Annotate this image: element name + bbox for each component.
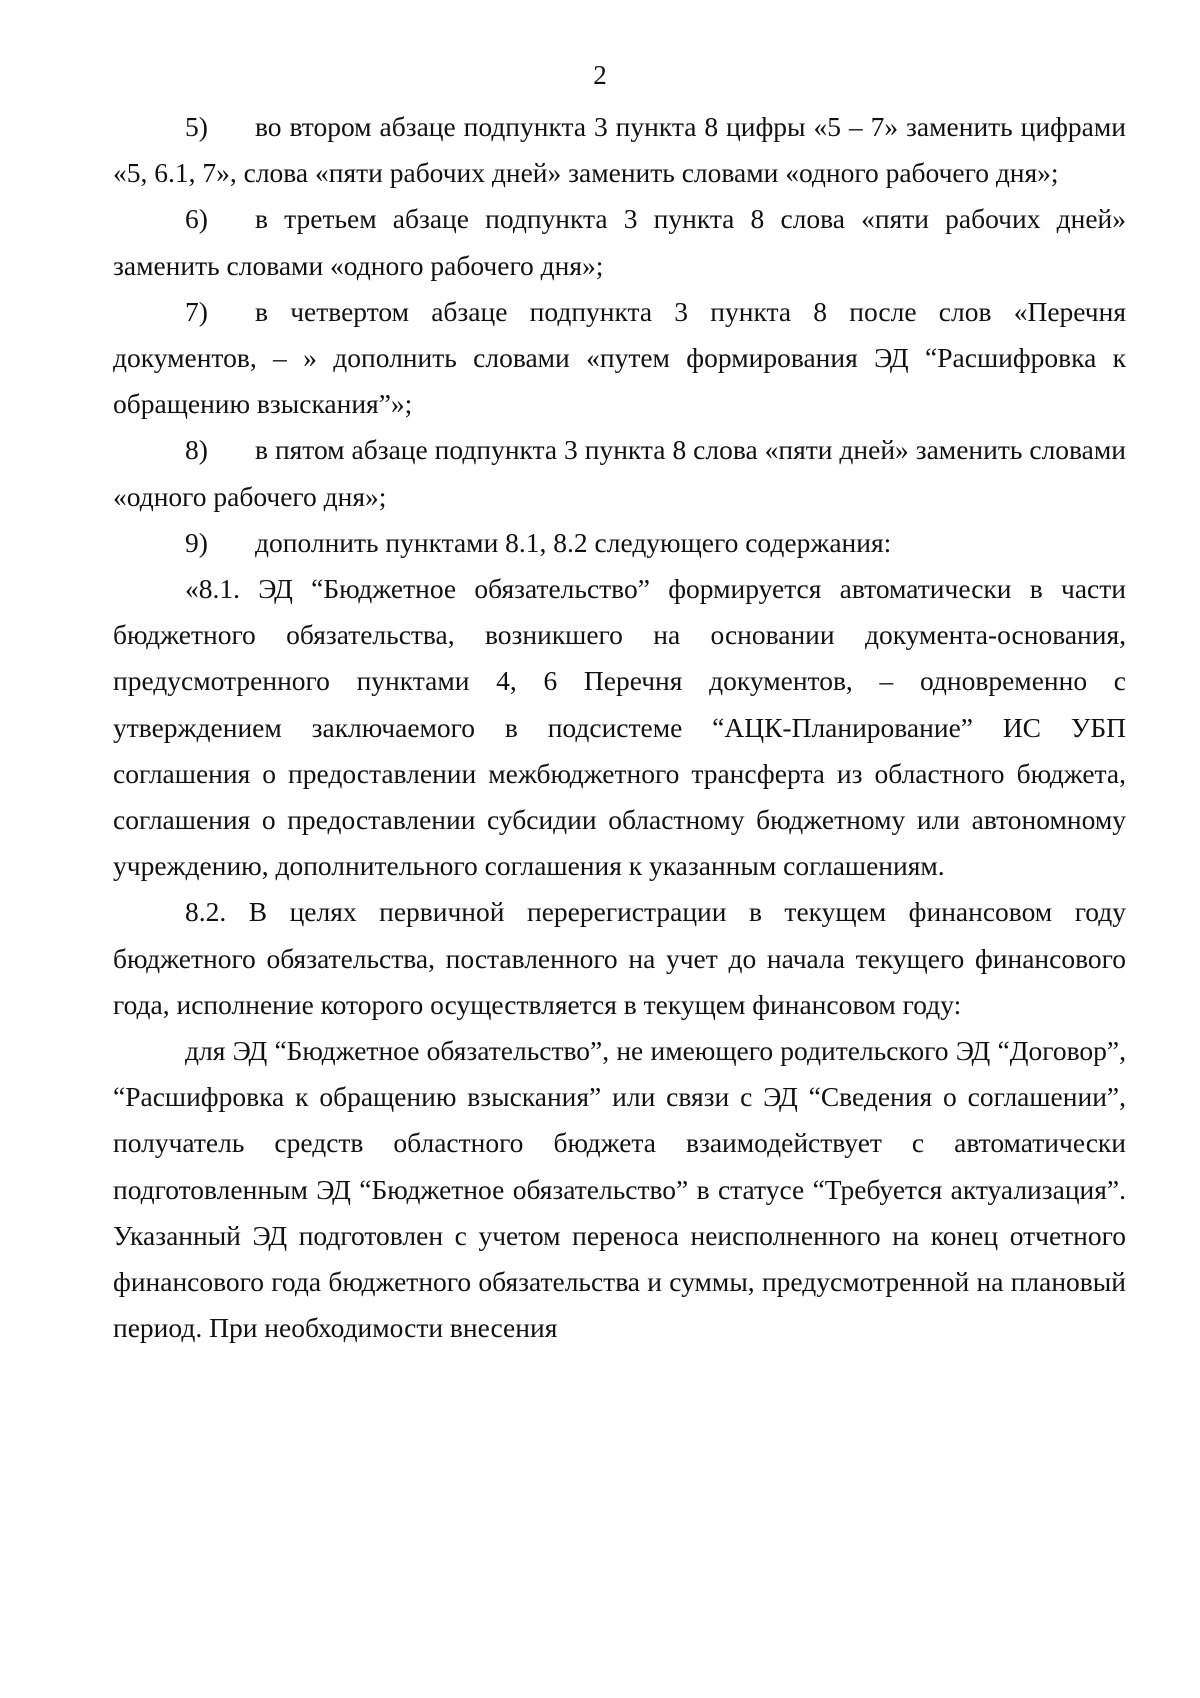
paragraph-item-8	[113, 427, 1126, 519]
item-number: 6)	[185, 203, 208, 235]
paragraph-item-6	[113, 196, 1126, 288]
page-number: 2	[593, 60, 607, 90]
paragraph-item-9	[113, 520, 1126, 566]
paragraph-text: в четвертом абзаце подпункта 3 пункта 8 после слов «Перечня документов, – » дополнить словами «путем формирования ЭД “Расшифровка к обращению взыскания”»;	[113, 295, 1126, 420]
document-body	[113, 104, 1126, 1351]
paragraph-text: дополнить пунктами 8.1, 8.2 следующего содержания:	[255, 526, 892, 558]
paragraph-8-2: 8.2. В целях первичной перерегистрации в текущем финансовом году бюджетного обязательства, поставленного на учет до начала текущего финансового года, исполнение которого осуществляется в текущем финансовом году:	[113, 896, 1126, 1020]
paragraph-item-5	[113, 104, 1126, 196]
item-number: 9)	[185, 526, 208, 558]
paragraph-item-7	[113, 289, 1126, 428]
paragraph-text: во втором абзаце подпункта 3 пункта 8 цифры «5 – 7» заменить цифрами «5, 6.1, 7», слова «пяти рабочих дней» заменить словами «одного рабочего дня»;	[113, 111, 1126, 189]
item-number: 8)	[185, 434, 208, 466]
paragraph-8-1: «8.1. ЭД “Бюджетное обязательство” формируется автоматически в части бюджетного обязательства, возникшего на основании документа-основания, предусмотренного пунктами 4, 6 Перечня документов, – одновременно с утверждением заключаемого в подсистеме “АЦК-Планирование” ИС УБП соглашения о предоставлении межбюджетного трансферта из областного бюджета, соглашения о предоставлении субсидии областному бюджетному или автономному учреждению, дополнительного соглашения к указанным соглашениям.	[113, 573, 1126, 882]
paragraph-text: в третьем абзаце подпункта 3 пункта 8 слова «пяти рабочих дней» заменить словами «одного рабочего дня»;	[113, 203, 1126, 281]
paragraph-text: в пятом абзаце подпункта 3 пункта 8 слова «пяти дней» заменить словами «одного рабочего дня»;	[113, 434, 1126, 512]
item-number: 7)	[185, 295, 208, 327]
paragraph-ed-budget-obligation: для ЭД “Бюджетное обязательство”, не имеющего родительского ЭД “Договор”, “Расшифровка к обращению взыскания” или связи с ЭД “Сведения о соглашении”, получатель средств областного бюджета взаимодействует с автоматически подготовленным ЭД “Бюджетное обязательство” в статусе “Требуется актуализация”. Указанный ЭД подготовлен с учетом переноса неисполненного на конец отчетного финансового года бюджетного обязательства и суммы, предусмотренной на плановый период. При необходимости внесения	[113, 1035, 1126, 1344]
item-number: 5)	[185, 111, 208, 142]
